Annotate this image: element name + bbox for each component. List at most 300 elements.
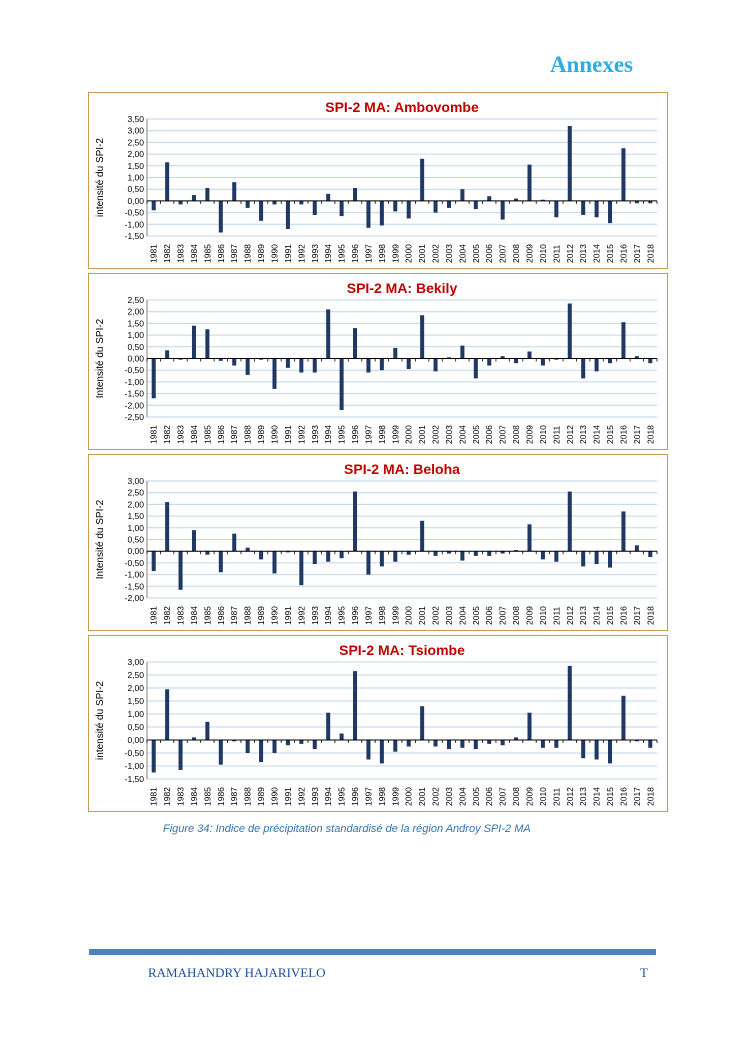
x-tick-label: 1991 — [282, 244, 293, 263]
bar-2010 — [541, 740, 545, 748]
x-tick-label: 2014 — [591, 606, 602, 625]
bar-1982 — [165, 502, 169, 551]
bar-2011 — [554, 740, 558, 748]
x-tick-label: 1983 — [175, 425, 186, 444]
x-tick-label: 2012 — [564, 244, 575, 263]
bar-1998 — [380, 201, 384, 226]
x-tick-label: 1995 — [336, 787, 347, 806]
x-tick-label: 2015 — [605, 244, 616, 263]
x-tick-label: 1995 — [336, 425, 347, 444]
y-tick-label: 2,50 — [127, 295, 144, 305]
bar-2000 — [407, 359, 411, 370]
bar-2009 — [527, 713, 531, 740]
bar-2005 — [474, 740, 478, 749]
x-tick-label: 2000 — [403, 425, 414, 444]
bar-2005 — [474, 551, 478, 556]
x-tick-label: 2018 — [645, 425, 656, 444]
x-tick-label: 1985 — [202, 244, 213, 263]
bar-2007 — [501, 201, 505, 220]
bar-1988 — [246, 201, 250, 208]
bar-1992 — [299, 740, 303, 744]
page-header-title: Annexes — [549, 52, 633, 77]
bar-2016 — [621, 696, 625, 740]
bar-1997 — [366, 740, 370, 760]
y-axis-label: intensité du SPI-2 — [95, 138, 106, 217]
bar-1982 — [165, 689, 169, 740]
x-tick-label: 2017 — [631, 244, 642, 263]
y-tick-label: 1,50 — [127, 511, 144, 522]
x-tick-label: 1999 — [390, 787, 401, 806]
bar-2002 — [434, 201, 438, 213]
x-tick-label: 1993 — [309, 244, 320, 263]
y-tick-label: 3,50 — [127, 114, 144, 124]
x-tick-label: 2007 — [497, 606, 508, 625]
x-tick-label: 1998 — [376, 787, 387, 806]
x-tick-label: 1981 — [148, 787, 159, 806]
x-tick-label: 2007 — [497, 787, 508, 806]
x-tick-label: 1993 — [309, 606, 320, 625]
x-tick-label: 1994 — [323, 606, 334, 625]
x-tick-label: 1981 — [148, 606, 159, 625]
x-tick-label: 1991 — [282, 787, 293, 806]
x-tick-label: 1982 — [162, 787, 173, 806]
bar-2003 — [447, 201, 451, 208]
bar-1990 — [272, 551, 276, 573]
y-tick-label: -1,00 — [124, 376, 144, 387]
x-tick-label: 2000 — [403, 787, 414, 806]
bar-1997 — [366, 201, 370, 228]
x-tick-label: 2017 — [631, 787, 642, 806]
bar-2009 — [527, 351, 531, 358]
bar-1989 — [259, 740, 263, 762]
x-tick-label: 1999 — [390, 606, 401, 625]
x-tick-label: 1992 — [296, 606, 307, 625]
x-tick-label: 1988 — [242, 244, 253, 263]
x-tick-label: 1994 — [323, 244, 334, 263]
y-tick-label: 1,50 — [127, 318, 144, 329]
figure-caption: Figure 34: Indice de précipitation standardisé de la région Androy SPI-2 MA — [163, 823, 531, 835]
bar-2001 — [420, 159, 424, 201]
x-tick-label: 2014 — [591, 244, 602, 263]
bar-2015 — [608, 359, 612, 364]
x-tick-label: 2009 — [524, 244, 535, 263]
bar-2002 — [434, 740, 438, 747]
x-tick-label: 1988 — [242, 787, 253, 806]
x-tick-label: 2002 — [430, 425, 441, 444]
x-tick-label: 1995 — [336, 244, 347, 263]
bar-1987 — [232, 359, 236, 366]
x-tick-label: 1987 — [229, 787, 240, 806]
chart-tsiombe — [89, 636, 667, 811]
bar-1998 — [380, 740, 384, 763]
y-tick-label: -1,50 — [124, 774, 144, 784]
bar-1990 — [272, 201, 276, 205]
x-tick-label: 1983 — [175, 787, 186, 806]
y-tick-label: 0,50 — [127, 184, 144, 195]
bar-2004 — [460, 740, 464, 748]
x-tick-label: 1986 — [215, 787, 226, 806]
y-tick-label: -1,50 — [124, 581, 144, 592]
x-tick-label: 1987 — [229, 244, 240, 263]
x-tick-label: 1984 — [188, 606, 199, 625]
x-tick-label: 1996 — [350, 606, 361, 625]
x-tick-label: 2006 — [484, 606, 495, 625]
bar-2016 — [621, 322, 625, 358]
x-tick-label: 2004 — [457, 787, 468, 806]
bar-1991 — [286, 359, 290, 368]
y-tick-label: 2,00 — [127, 499, 144, 510]
bar-2014 — [595, 201, 599, 217]
x-tick-label: 2007 — [497, 244, 508, 263]
chart-panel-bekily — [88, 273, 668, 450]
bar-2006 — [487, 196, 491, 201]
y-tick-label: 0,50 — [127, 341, 144, 352]
x-tick-label: 2010 — [537, 787, 548, 806]
y-tick-label: -1,00 — [124, 219, 144, 230]
x-tick-label: 2015 — [605, 425, 616, 444]
bar-1988 — [246, 548, 250, 552]
y-tick-label: -2,50 — [124, 412, 144, 422]
x-tick-label: 1991 — [282, 606, 293, 625]
x-tick-label: 1987 — [229, 606, 240, 625]
bar-1996 — [353, 671, 357, 740]
x-tick-label: 2004 — [457, 425, 468, 444]
bar-2016 — [621, 148, 625, 201]
x-tick-label: 2007 — [497, 425, 508, 444]
chart-title: SPI-2 MA: Beloha — [344, 461, 460, 477]
bar-1995 — [340, 359, 344, 410]
y-tick-label: 2,50 — [127, 670, 144, 680]
y-tick-label: 1,00 — [127, 709, 144, 719]
x-tick-label: 1988 — [242, 425, 253, 444]
x-tick-label: 2009 — [524, 787, 535, 806]
bar-1986 — [219, 740, 223, 765]
bar-2010 — [541, 551, 545, 559]
y-tick-label: -1,50 — [124, 388, 144, 399]
x-tick-label: 2016 — [618, 787, 629, 806]
bar-2011 — [554, 201, 558, 217]
bar-2013 — [581, 359, 585, 379]
x-tick-label: 1996 — [350, 425, 361, 444]
x-tick-label: 1982 — [162, 606, 173, 625]
bar-2008 — [514, 359, 518, 364]
bar-1990 — [272, 740, 276, 753]
x-tick-label: 2013 — [578, 787, 589, 806]
x-tick-label: 2000 — [403, 606, 414, 625]
x-tick-label: 1983 — [175, 606, 186, 625]
bar-1996 — [353, 492, 357, 552]
y-tick-label: 1,00 — [127, 330, 144, 341]
y-axis-label: Intensité du SPI-2 — [95, 318, 106, 399]
y-tick-label: -0,50 — [124, 365, 144, 376]
y-tick-label: 3,00 — [127, 657, 144, 667]
x-tick-label: 2001 — [417, 787, 428, 806]
bar-1986 — [219, 201, 223, 233]
y-axis-label: intensité du SPI-2 — [95, 681, 106, 760]
x-tick-label: 1995 — [336, 606, 347, 625]
bar-2012 — [568, 126, 572, 201]
x-tick-label: 2018 — [645, 244, 656, 263]
bar-2014 — [595, 740, 599, 760]
x-tick-label: 2014 — [591, 425, 602, 444]
bar-1983 — [179, 551, 183, 590]
x-tick-label: 2015 — [605, 606, 616, 625]
x-tick-label: 2004 — [457, 606, 468, 625]
bar-2003 — [447, 740, 451, 749]
x-tick-label: 1985 — [202, 425, 213, 444]
bar-2000 — [407, 201, 411, 219]
bar-1994 — [326, 713, 330, 740]
chart-bekily — [89, 274, 667, 449]
bar-2018 — [648, 359, 652, 364]
x-tick-label: 1984 — [188, 244, 199, 263]
x-tick-label: 1998 — [376, 244, 387, 263]
bar-1993 — [313, 551, 317, 564]
bar-2004 — [460, 346, 464, 359]
y-tick-label: -0,50 — [124, 557, 144, 568]
y-tick-label: -2,00 — [124, 593, 144, 603]
bar-2016 — [621, 511, 625, 551]
x-tick-label: 2005 — [470, 244, 481, 263]
x-tick-label: 1998 — [376, 606, 387, 625]
x-tick-label: 1981 — [148, 244, 159, 263]
y-tick-label: 2,50 — [127, 137, 144, 148]
x-tick-label: 2010 — [537, 425, 548, 444]
x-tick-label: 2011 — [551, 606, 562, 625]
bar-1996 — [353, 188, 357, 201]
bar-2006 — [487, 551, 491, 556]
bar-1987 — [232, 534, 236, 552]
y-tick-label: 2,50 — [127, 487, 144, 498]
x-tick-label: 2013 — [578, 425, 589, 444]
y-tick-label: -1,00 — [124, 761, 144, 771]
y-tick-label: -0,50 — [124, 748, 144, 758]
bar-2002 — [434, 551, 438, 556]
footer-page-number: T — [640, 965, 648, 980]
x-tick-label: 2003 — [443, 425, 454, 444]
footer-author: RAMAHANDRY HAJARIVELO — [148, 965, 326, 980]
y-tick-label: 0,00 — [127, 735, 144, 745]
bar-1995 — [340, 201, 344, 216]
bar-1998 — [380, 359, 384, 371]
x-tick-label: 2006 — [484, 787, 495, 806]
bar-1984 — [192, 530, 196, 551]
x-tick-label: 1997 — [363, 425, 374, 444]
y-axis-label: Intensité du SPI-2 — [95, 499, 106, 580]
bar-1996 — [353, 328, 357, 358]
bar-1985 — [205, 329, 209, 358]
bar-2005 — [474, 201, 478, 209]
x-tick-label: 1989 — [256, 425, 267, 444]
x-tick-label: 1986 — [215, 606, 226, 625]
chart-ambovombe — [89, 93, 667, 268]
bar-1984 — [192, 326, 196, 359]
bar-2002 — [434, 359, 438, 372]
bar-2001 — [420, 521, 424, 551]
y-tick-label: 0,50 — [127, 534, 144, 545]
chart-panel-beloha — [88, 454, 668, 631]
x-tick-label: 2009 — [524, 606, 535, 625]
x-tick-label: 2000 — [403, 244, 414, 263]
x-tick-label: 2009 — [524, 425, 535, 444]
x-tick-label: 2006 — [484, 244, 495, 263]
x-tick-label: 2017 — [631, 425, 642, 444]
x-tick-label: 1987 — [229, 425, 240, 444]
x-tick-label: 2008 — [511, 787, 522, 806]
x-tick-label: 1986 — [215, 425, 226, 444]
x-tick-label: 2001 — [417, 244, 428, 263]
x-tick-label: 2008 — [511, 606, 522, 625]
bar-2004 — [460, 551, 464, 560]
x-tick-label: 1990 — [269, 244, 280, 263]
bar-1985 — [205, 188, 209, 201]
y-tick-label: 0,50 — [127, 722, 144, 732]
bar-1981 — [152, 551, 156, 571]
x-tick-label: 1988 — [242, 606, 253, 625]
bar-2013 — [581, 551, 585, 566]
bar-1998 — [380, 551, 384, 566]
y-tick-label: 0,00 — [127, 353, 144, 364]
x-tick-label: 2013 — [578, 244, 589, 263]
chart-panel-tsiombe — [88, 635, 668, 812]
x-tick-label: 2011 — [551, 787, 562, 806]
y-tick-label: 2,00 — [127, 149, 144, 160]
y-tick-label: 1,00 — [127, 172, 144, 183]
x-tick-label: 2005 — [470, 425, 481, 444]
x-tick-label: 1997 — [363, 606, 374, 625]
bar-2004 — [460, 189, 464, 201]
x-tick-label: 2002 — [430, 606, 441, 625]
x-tick-label: 2010 — [537, 244, 548, 263]
x-tick-label: 1990 — [269, 606, 280, 625]
bar-1989 — [259, 551, 263, 559]
bar-2015 — [608, 551, 612, 567]
bar-1981 — [152, 201, 156, 210]
x-tick-label: 1992 — [296, 244, 307, 263]
bar-1997 — [366, 551, 370, 574]
x-tick-label: 2016 — [618, 606, 629, 625]
bar-2014 — [595, 551, 599, 564]
bar-1981 — [152, 740, 156, 773]
x-tick-label: 2004 — [457, 244, 468, 263]
bar-2015 — [608, 201, 612, 223]
bar-2013 — [581, 740, 585, 758]
bar-1995 — [340, 734, 344, 741]
x-tick-label: 2006 — [484, 425, 495, 444]
chart-beloha — [89, 455, 667, 630]
bar-2009 — [527, 165, 531, 201]
y-tick-label: 0,00 — [127, 546, 144, 557]
bar-1991 — [286, 201, 290, 229]
x-tick-label: 1992 — [296, 425, 307, 444]
x-tick-label: 1982 — [162, 425, 173, 444]
bar-1986 — [219, 551, 223, 572]
bar-1999 — [393, 740, 397, 752]
bar-1988 — [246, 359, 250, 375]
x-tick-label: 1994 — [323, 425, 334, 444]
bar-1990 — [272, 359, 276, 389]
x-tick-label: 2018 — [645, 787, 656, 806]
chart-title: SPI-2 MA: Ambovombe — [325, 99, 479, 115]
bar-1999 — [393, 551, 397, 562]
bar-1993 — [313, 740, 317, 749]
bar-2007 — [501, 740, 505, 745]
bar-2000 — [407, 740, 411, 747]
x-tick-label: 1997 — [363, 244, 374, 263]
x-tick-label: 1989 — [256, 606, 267, 625]
chart-title: SPI-2 MA: Tsiombe — [339, 642, 465, 658]
bar-1982 — [165, 162, 169, 201]
x-tick-label: 2011 — [551, 425, 562, 444]
x-tick-label: 2008 — [511, 425, 522, 444]
bar-2012 — [568, 666, 572, 740]
bar-1997 — [366, 359, 370, 373]
y-tick-label: 3,00 — [127, 476, 144, 486]
x-tick-label: 1982 — [162, 244, 173, 263]
bar-2015 — [608, 740, 612, 763]
bar-2013 — [581, 201, 585, 215]
y-tick-label: 1,50 — [127, 160, 144, 171]
bar-1984 — [192, 195, 196, 201]
x-tick-label: 2003 — [443, 787, 454, 806]
x-tick-label: 1993 — [309, 425, 320, 444]
x-tick-label: 2017 — [631, 606, 642, 625]
bar-2001 — [420, 315, 424, 358]
bar-1994 — [326, 194, 330, 201]
x-tick-label: 2005 — [470, 606, 481, 625]
y-tick-label: 3,00 — [127, 125, 144, 136]
x-tick-label: 1993 — [309, 787, 320, 806]
x-tick-label: 1985 — [202, 787, 213, 806]
bar-1985 — [205, 551, 209, 555]
y-tick-label: 0,00 — [127, 195, 144, 206]
x-tick-label: 1989 — [256, 787, 267, 806]
x-tick-label: 2002 — [430, 244, 441, 263]
x-tick-label: 1990 — [269, 787, 280, 806]
bar-2018 — [648, 740, 652, 748]
x-tick-label: 1999 — [390, 425, 401, 444]
x-tick-label: 2013 — [578, 606, 589, 625]
chart-title: SPI-2 MA: Bekily — [346, 280, 458, 296]
x-tick-label: 2002 — [430, 787, 441, 806]
x-tick-label: 1989 — [256, 244, 267, 263]
x-tick-label: 1994 — [323, 787, 334, 806]
bar-1993 — [313, 359, 317, 373]
x-tick-label: 1992 — [296, 787, 307, 806]
x-tick-label: 2005 — [470, 787, 481, 806]
bar-1982 — [165, 350, 169, 358]
y-tick-label: -1,00 — [124, 569, 144, 580]
bar-1985 — [205, 722, 209, 740]
bar-1983 — [179, 201, 183, 205]
bar-2001 — [420, 706, 424, 740]
bar-1999 — [393, 201, 397, 212]
bar-1992 — [299, 359, 303, 373]
bar-1993 — [313, 201, 317, 215]
x-tick-label: 1996 — [350, 787, 361, 806]
x-tick-label: 2003 — [443, 606, 454, 625]
bar-1992 — [299, 551, 303, 585]
x-tick-label: 2010 — [537, 606, 548, 625]
x-tick-label: 1996 — [350, 244, 361, 263]
bar-2012 — [568, 492, 572, 552]
bar-1981 — [152, 359, 156, 399]
x-tick-label: 1986 — [215, 244, 226, 263]
x-tick-label: 2012 — [564, 425, 575, 444]
bar-2006 — [487, 359, 491, 366]
x-tick-label: 1984 — [188, 787, 199, 806]
chart-panel-ambovombe — [88, 92, 668, 269]
